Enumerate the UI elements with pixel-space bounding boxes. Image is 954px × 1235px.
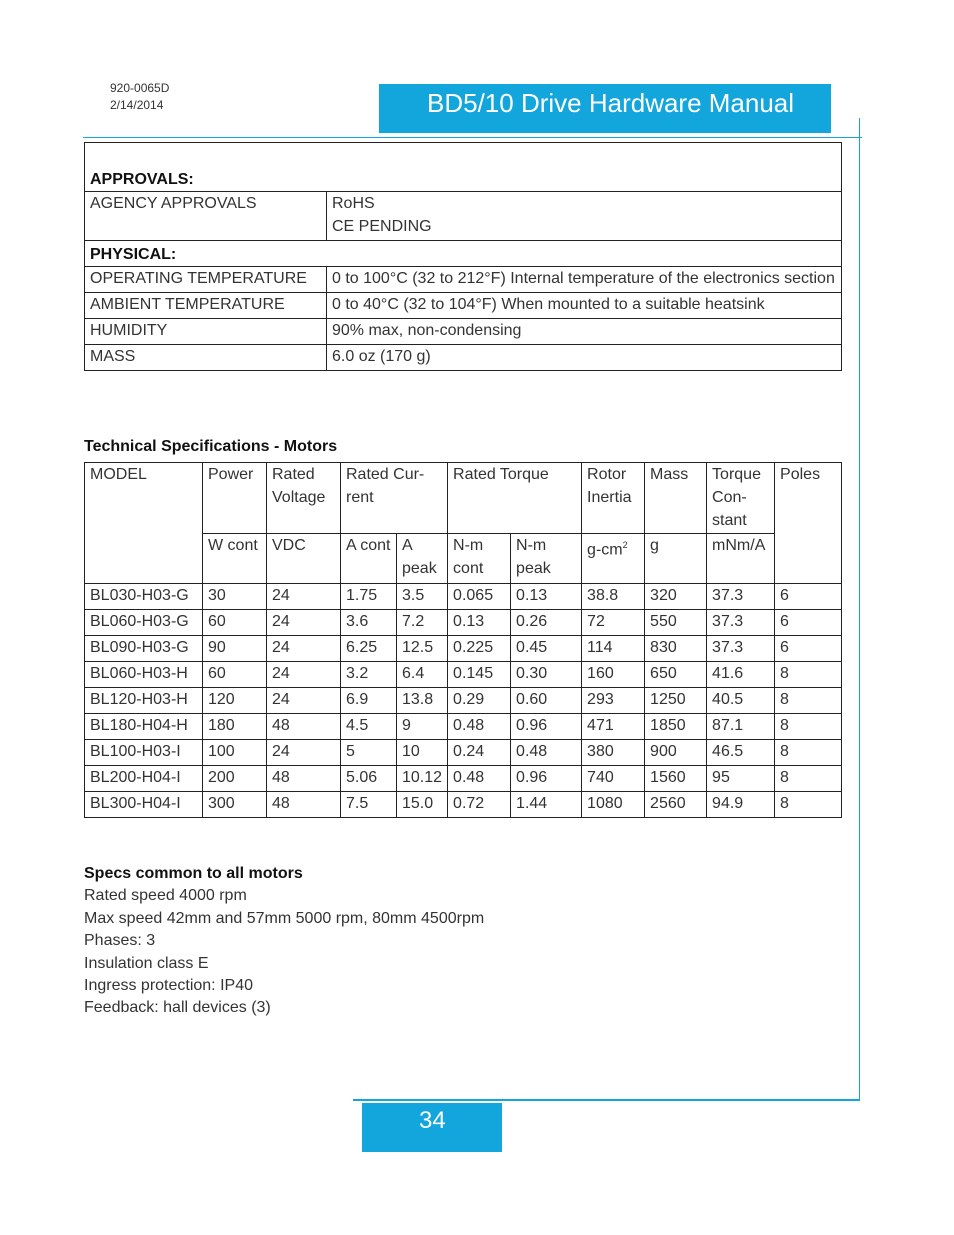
motor-value-cell: 24 [267,584,341,610]
header-rated-current: Rated Cur-rent [341,463,448,534]
motor-value-cell: 90 [203,636,267,662]
header-mass: Mass [645,463,707,534]
manual-title: BD5/10 Drive Hardware Manual [427,88,795,118]
motor-value-cell: 200 [203,766,267,792]
motor-value-cell: 900 [645,740,707,766]
motor-value-cell: 38.8 [582,584,645,610]
motor-row [85,714,842,740]
motor-value-cell: 8 [775,766,842,792]
motor-value-cell: 6.9 [341,688,397,714]
motor-value-cell: 60 [203,662,267,688]
header-rated-voltage: Rated Voltage [267,463,341,534]
motor-value-cell: 10 [397,740,448,766]
motor-value-cell: 160 [582,662,645,688]
motor-value-cell: 0.29 [448,688,511,714]
motor-value-cell: 471 [582,714,645,740]
motor-value-cell: 0.48 [511,740,582,766]
motor-value-cell: 60 [203,610,267,636]
motor-value-cell: 300 [203,792,267,818]
motor-value-cell: 72 [582,610,645,636]
header-poles: Poles [775,463,842,584]
motor-value-cell: 1850 [645,714,707,740]
motor-value-cell: 30 [203,584,267,610]
agency-value-rohs: RoHS [332,195,375,212]
motor-value-cell: 3.5 [397,584,448,610]
motor-row [85,792,842,818]
common-spec-line: Feedback: hall devices (3) [84,999,271,1017]
motor-value-cell: 180 [203,714,267,740]
motor-value-cell: 0.60 [511,688,582,714]
unit-torque-peak: N-m peak [511,534,582,584]
motor-row [85,636,842,662]
motor-value-cell: 95 [707,766,775,792]
motor-value-cell: 46.5 [707,740,775,766]
common-specs-heading: Specs common to all motors [84,865,303,882]
motor-value-cell: 1.44 [511,792,582,818]
unit-mass: g [645,534,707,584]
approvals-physical-table [84,142,842,371]
motor-value-cell: 1560 [645,766,707,792]
motor-value-cell: 120 [203,688,267,714]
page-number-box [362,1103,502,1152]
right-margin-rule [859,118,860,1100]
motor-model-cell: BL200-H04-I [85,766,203,792]
title-banner [379,84,831,133]
document-date: 2/14/2014 [110,98,164,112]
motor-value-cell: 15.0 [397,792,448,818]
motor-value-cell: 8 [775,688,842,714]
motor-row [85,584,842,610]
common-spec-line: Insulation class E [84,954,209,972]
header-model: MODEL [85,463,203,584]
motor-value-cell: 1250 [645,688,707,714]
motor-value-cell: 293 [582,688,645,714]
header-torque-constant: Torque Con-stant [707,463,775,534]
motor-value-cell: 650 [645,662,707,688]
motor-value-cell: 3.2 [341,662,397,688]
motor-model-cell: BL180-H04-H [85,714,203,740]
motor-value-cell: 8 [775,714,842,740]
header-rule [83,137,862,138]
motor-value-cell: 100 [203,740,267,766]
motor-value-cell: 24 [267,662,341,688]
motor-value-cell: 6.25 [341,636,397,662]
motor-value-cell: 550 [645,610,707,636]
unit-power: W cont [203,534,267,584]
motor-value-cell: 0.13 [448,610,511,636]
motor-value-cell: 48 [267,792,341,818]
unit-torque-constant: mNm/A [707,534,775,584]
motor-value-cell: 9 [397,714,448,740]
motor-row [85,688,842,714]
motor-value-cell: 48 [267,714,341,740]
motor-value-cell: 1.75 [341,584,397,610]
motor-value-cell: 740 [582,766,645,792]
motor-value-cell: 7.5 [341,792,397,818]
agency-approvals-label: AGENCY APPROVALS [85,192,327,241]
motor-value-cell: 5.06 [341,766,397,792]
motor-model-cell: BL030-H03-G [85,584,203,610]
unit-torque-cont: N-m cont [448,534,511,584]
header-rated-torque: Rated Torque [448,463,582,534]
motor-model-cell: BL060-H03-G [85,610,203,636]
motor-value-cell: 94.9 [707,792,775,818]
spec-label: HUMIDITY [85,319,327,345]
common-spec-line: Max speed 42mm and 57mm 5000 rpm, 80mm 4500rpm [84,909,485,927]
motor-value-cell: 6 [775,636,842,662]
unit-current-peak: A peak [397,534,448,584]
motor-value-cell: 37.3 [707,636,775,662]
motor-value-cell: 3.6 [341,610,397,636]
unit-inertia-text: g-cm [587,541,623,559]
spec-label: OPERATING TEMPERATURE [85,267,327,293]
agency-approvals-value [327,192,842,241]
motor-value-cell: 5 [341,740,397,766]
motor-specs-table [84,462,842,818]
motor-value-cell: 10.12 [397,766,448,792]
motor-value-cell: 1080 [582,792,645,818]
motor-row [85,610,842,636]
header-power: Power [203,463,267,534]
motor-value-cell: 0.24 [448,740,511,766]
motor-value-cell: 6 [775,610,842,636]
motor-rows [85,584,842,818]
motor-value-cell: 24 [267,610,341,636]
document-number-block [110,80,169,114]
common-specs [84,863,484,1020]
footer-rule [353,1099,860,1101]
motor-value-cell: 37.3 [707,584,775,610]
approvals-heading: APPROVALS: [85,143,842,192]
motor-value-cell: 6 [775,584,842,610]
motor-value-cell: 8 [775,740,842,766]
motor-value-cell: 0.48 [448,766,511,792]
motor-row [85,766,842,792]
motor-value-cell: 7.2 [397,610,448,636]
motor-row [85,740,842,766]
unit-current-cont: A cont [341,534,397,584]
unit-inertia [582,534,645,584]
motors-section-title: Technical Specifications - Motors [84,438,338,455]
motor-value-cell: 8 [775,662,842,688]
motor-value-cell: 40.5 [707,688,775,714]
motor-value-cell: 87.1 [707,714,775,740]
motor-model-cell: BL120-H03-H [85,688,203,714]
motor-value-cell: 24 [267,688,341,714]
motor-value-cell: 8 [775,792,842,818]
motor-model-cell: BL090-H03-G [85,636,203,662]
motor-value-cell: 114 [582,636,645,662]
motor-value-cell: 0.96 [511,766,582,792]
unit-inertia-exponent: 2 [622,540,628,550]
motor-row [85,662,842,688]
motor-value-cell: 0.96 [511,714,582,740]
motor-value-cell: 0.065 [448,584,511,610]
motor-value-cell: 6.4 [397,662,448,688]
motor-value-cell: 24 [267,636,341,662]
motor-value-cell: 41.6 [707,662,775,688]
motor-value-cell: 4.5 [341,714,397,740]
spec-value: 90% max, non-condensing [327,319,842,345]
spec-value: 0 to 40°C (32 to 104°F) When mounted to a suitable heatsink [327,293,842,319]
spec-value: 0 to 100°C (32 to 212°F) Internal temperature of the electronics section [327,267,842,293]
header-rotor-inertia: Rotor Inertia [582,463,645,534]
motor-value-cell: 0.30 [511,662,582,688]
spec-label: AMBIENT TEMPERATURE [85,293,327,319]
agency-value-ce: CE PENDING [332,218,432,235]
common-spec-line: Phases: 3 [84,932,156,950]
motor-value-cell: 0.48 [448,714,511,740]
physical-heading: PHYSICAL: [85,241,842,267]
page-number: 34 [419,1107,446,1134]
motor-value-cell: 37.3 [707,610,775,636]
motor-value-cell: 0.13 [511,584,582,610]
motor-value-cell: 830 [645,636,707,662]
document-number: 920-0065D [110,81,170,95]
motor-value-cell: 24 [267,740,341,766]
motor-value-cell: 380 [582,740,645,766]
motor-value-cell: 12.5 [397,636,448,662]
unit-voltage: VDC [267,534,341,584]
common-spec-line: Rated speed 4000 rpm [84,887,247,905]
motor-model-cell: BL300-H04-I [85,792,203,818]
motor-model-cell: BL060-H03-H [85,662,203,688]
motor-model-cell: BL100-H03-I [85,740,203,766]
motor-value-cell: 0.26 [511,610,582,636]
motor-value-cell: 0.72 [448,792,511,818]
motor-value-cell: 320 [645,584,707,610]
spec-label: MASS [85,345,327,371]
motor-value-cell: 48 [267,766,341,792]
motor-value-cell: 0.225 [448,636,511,662]
common-spec-line: Ingress protection: IP40 [84,977,253,995]
motor-value-cell: 2560 [645,792,707,818]
spec-value: 6.0 oz (170 g) [327,345,842,371]
motor-value-cell: 13.8 [397,688,448,714]
motor-value-cell: 0.45 [511,636,582,662]
motor-value-cell: 0.145 [448,662,511,688]
